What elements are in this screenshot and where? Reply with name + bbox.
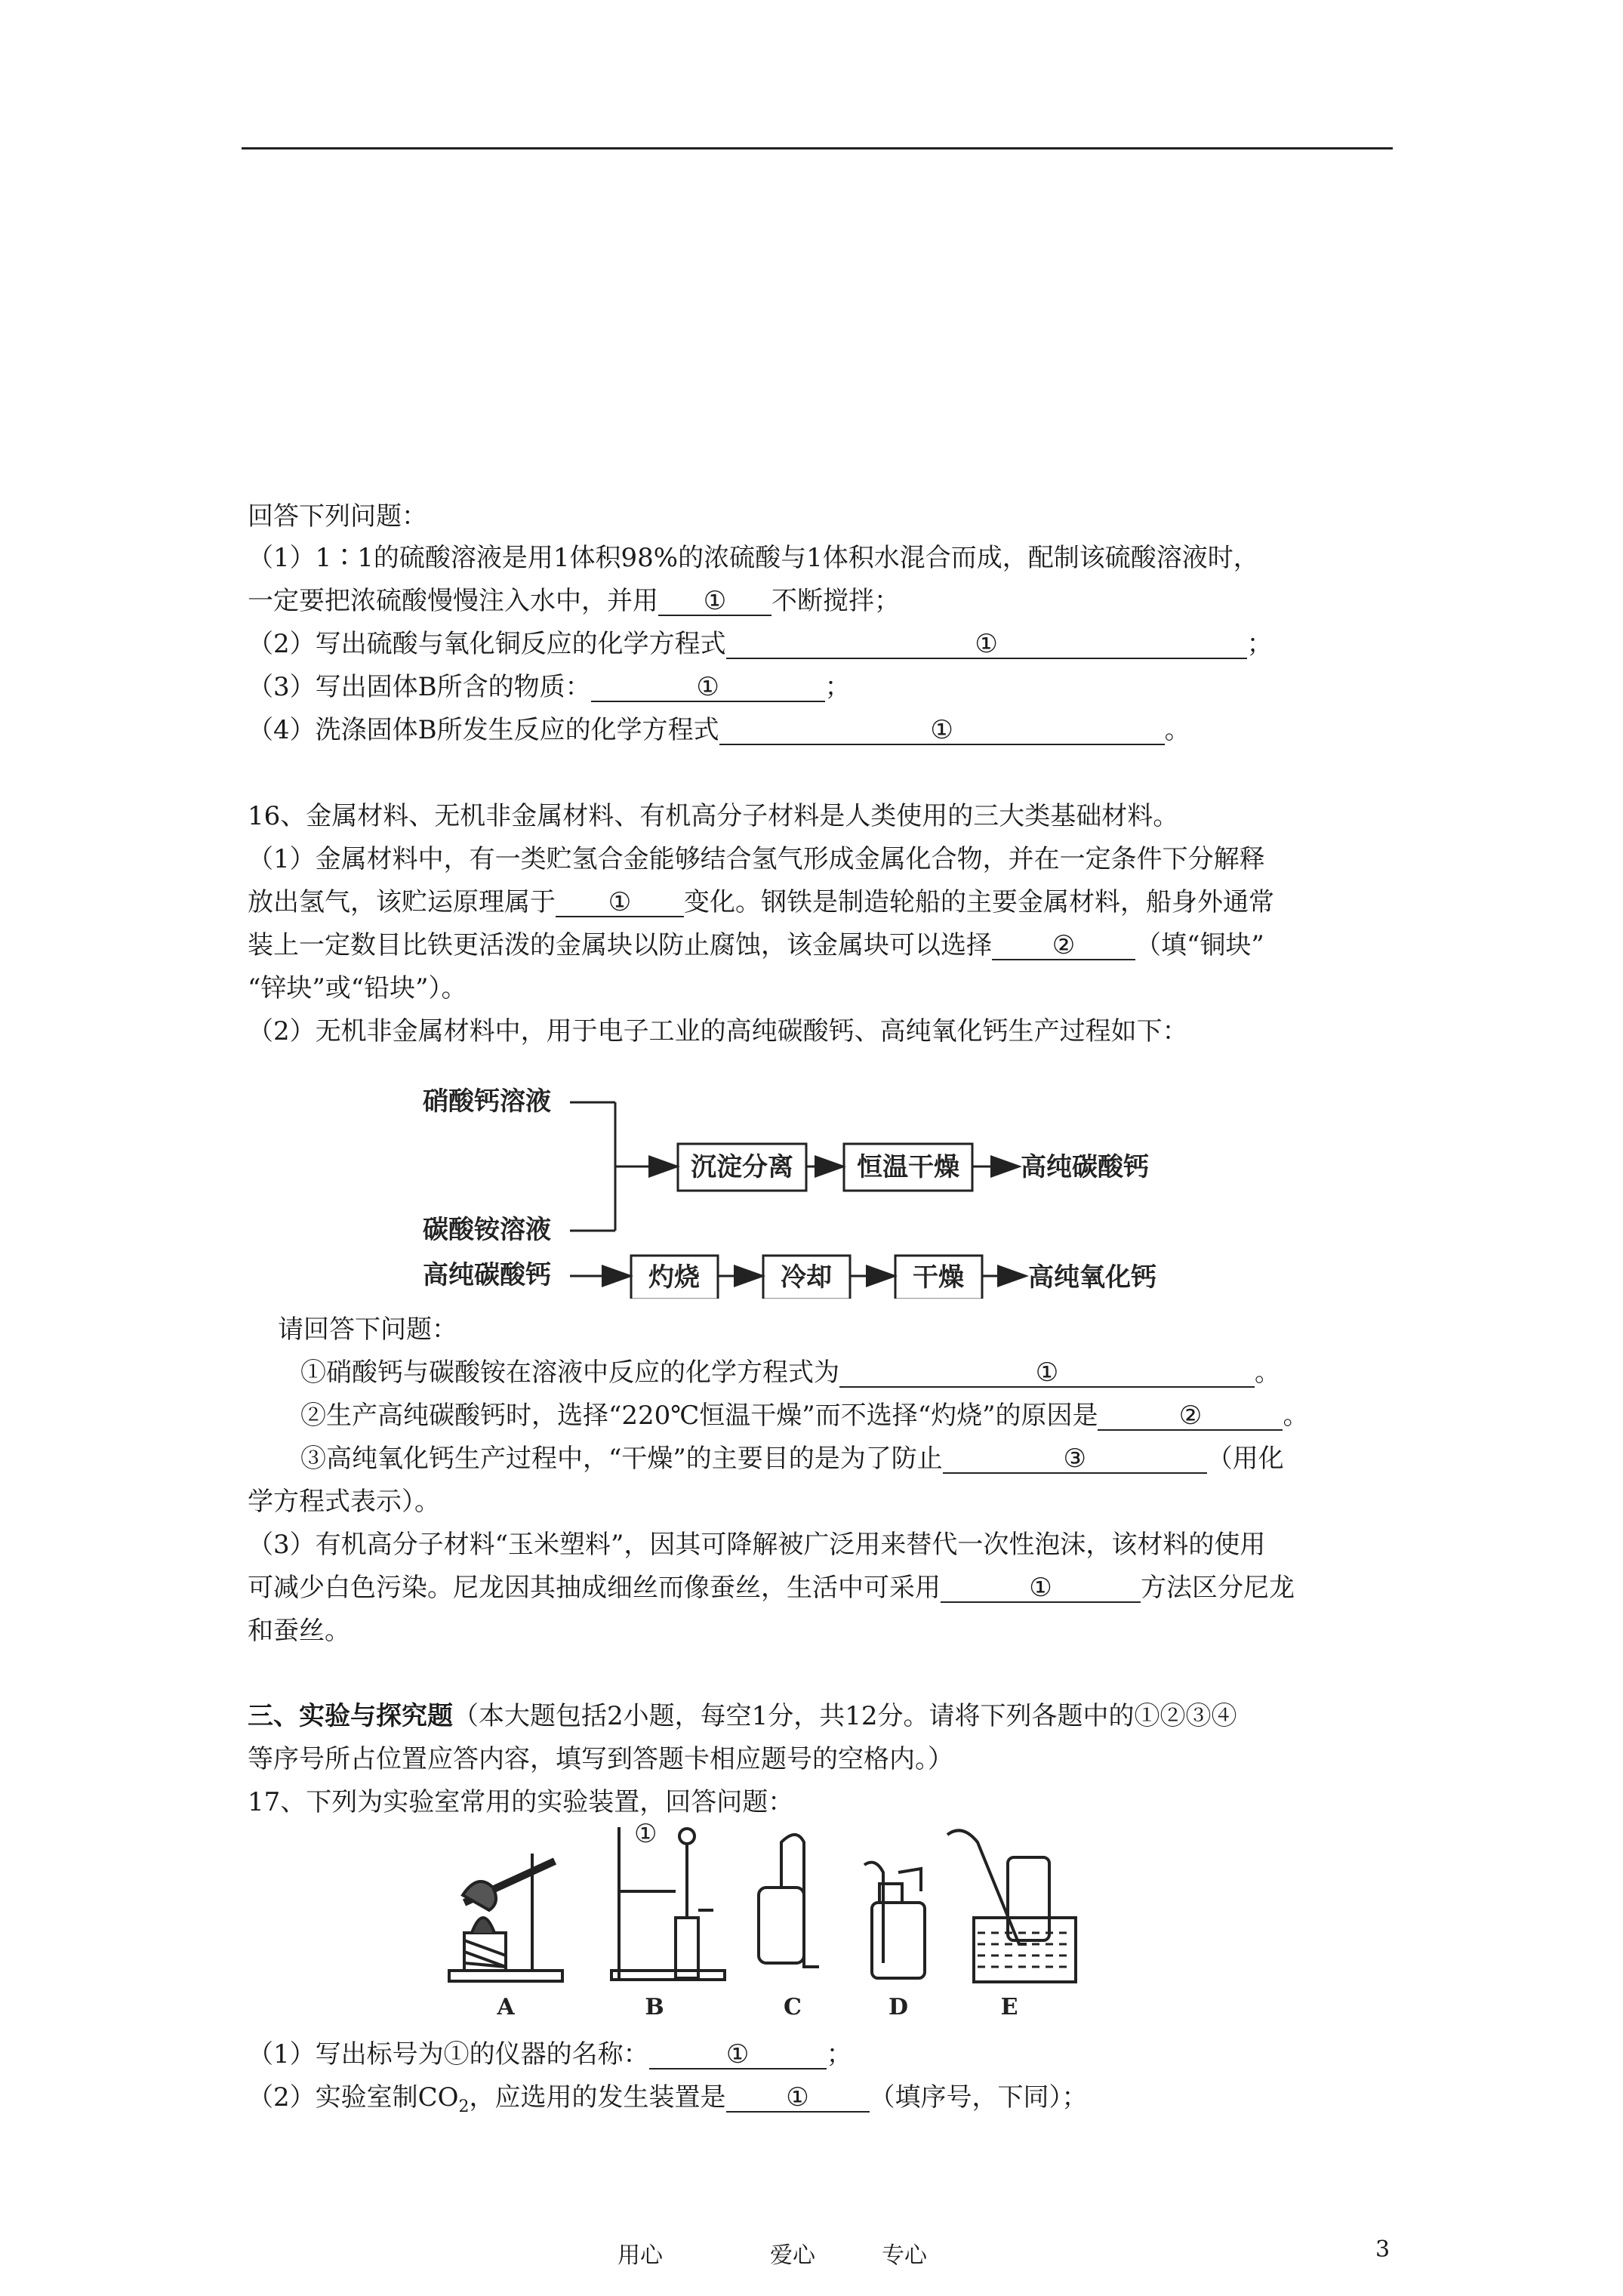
page-number: 3 xyxy=(1375,2236,1390,2263)
flow-input-ammonium-carbonate: 碳酸铵溶液 xyxy=(423,1215,551,1245)
q15-part1-line2: 一定要把浓硫酸慢慢注入水中，并用 ① 不断搅拌； xyxy=(248,586,900,616)
svg-text:干燥: 干燥 xyxy=(913,1262,964,1293)
apparatus-label-d: D xyxy=(888,1994,909,2020)
answer-blank: ③ xyxy=(943,1445,1207,1474)
q16-sub1: ①硝酸钙与碳酸铵在溶液中反应的化学方程式为 ① 。 xyxy=(300,1358,1280,1388)
lab-apparatus-figure xyxy=(434,1820,1098,2023)
answer-blank: ② xyxy=(1098,1402,1283,1431)
answer-blank: ① xyxy=(658,587,771,616)
q15-part4: （4）洗涤固体B所发生反应的化学方程式 ① 。 xyxy=(248,715,1190,745)
q16-part1-line1: （1）金属材料中，有一类贮氢合金能够结合氢气形成金属化合物，并在一定条件下分解释 xyxy=(248,844,1265,874)
footer-motto-2: 爱心 xyxy=(770,2242,815,2269)
flow-output-calcium-oxide: 高纯氧化钙 xyxy=(1028,1262,1156,1293)
svg-text:恒温干燥: 恒温干燥 xyxy=(857,1152,959,1182)
q16-part1-line4: “锌块”或“铅块”）。 xyxy=(248,973,467,1003)
q16-sub3: ③高纯氧化钙生产过程中，“干燥”的主要目的是为了防止 ③ （用化 xyxy=(300,1444,1284,1474)
apparatus-label-c: C xyxy=(784,1994,802,2020)
q16-part3-line2: 可减少白色污染。尼龙因其抽成细丝而像蚕丝，生活中可采用 ① 方法区分尼龙 xyxy=(248,1573,1295,1603)
q16-sub2: ②生产高纯碳酸钙时，选择“220℃恒温干燥”而不选择“灼烧”的原因是 ② 。 xyxy=(300,1401,1309,1431)
apparatus-label-e: E xyxy=(1000,1994,1018,2020)
q16-sub-intro: 请回答下问题： xyxy=(278,1314,457,1345)
answer-blank: ① xyxy=(719,717,1165,745)
section3-heading: 三、实验与探究题（本大题包括2小题，每空1分，共12分。请将下列各题中的①②③④ xyxy=(248,1701,1237,1731)
footer-motto-3: 专心 xyxy=(882,2242,927,2269)
answer-blank: ② xyxy=(992,932,1135,960)
section3-desc-line2: 等序号所占位置应答内容，填写到答题卡相应题号的空格内。） xyxy=(248,1744,953,1774)
q16-part1-line3: 装上一定数目比铁更活泼的金属块以防止腐蚀，该金属块可以选择 ② （填“铜块” xyxy=(248,930,1264,960)
q17-part1: （1）写出标号为①的仪器的名称： ① ； xyxy=(248,2039,852,2069)
q15-part3: （3）写出固体B所含的物质： ① ； xyxy=(248,672,851,702)
q17-title: 17、下列为实验室常用的实验装置，回答问题： xyxy=(248,1787,794,1817)
flow-output-calcium-carbonate: 高纯碳酸钙 xyxy=(1021,1152,1149,1182)
svg-text:沉淀分离: 沉淀分离 xyxy=(691,1152,793,1182)
apparatus-label-a: A xyxy=(497,1994,515,2020)
answer-blank: ① xyxy=(839,1359,1255,1388)
q16-part2-line1: （2）无机非金属材料中，用于电子工业的高纯碳酸钙、高纯氧化钙生产过程如下： xyxy=(248,1016,1188,1046)
apparatus-marker-circled-1: ① xyxy=(634,1820,658,1849)
q15-intro: 回答下列问题： xyxy=(248,501,427,532)
q15-part2: （2）写出硫酸与氧化铜反应的化学方程式 ① ； xyxy=(248,629,1273,659)
q16-part3-line1: （3）有机高分子材料“玉米塑料”，因其可降解被广泛用来替代一次性泡沫，该材料的使用 xyxy=(248,1530,1266,1560)
footer-motto-1: 用心 xyxy=(617,2242,663,2269)
q16-sub3-line2: 学方程式表示）。 xyxy=(248,1487,440,1517)
flow-input-calcium-nitrate: 硝酸钙溶液 xyxy=(423,1086,551,1117)
q16-part1-line2: 放出氢气，该贮运原理属于 ① 变化。钢铁是制造轮船的主要金属材料，船身外通常 xyxy=(248,887,1274,917)
svg-text:灼烧: 灼烧 xyxy=(648,1262,700,1293)
apparatus-a-base xyxy=(449,1971,562,1981)
q16-title: 16、金属材料、无机非金属材料、有机高分子材料是人类使用的三大类基础材料。 xyxy=(248,801,1179,831)
answer-blank: ① xyxy=(591,673,825,702)
q15-part1-line1: （1）1∶1的硫酸溶液是用1体积98%的浓硫酸与1体积水混合而成，配制该硫酸溶液时， xyxy=(248,543,1259,573)
answer-blank: ① xyxy=(941,1574,1141,1603)
q17-part2: （2）实验室制$CO_2$，应选用的发生装置是 ① （填序号，下同）； xyxy=(248,2082,1088,2116)
answer-blank: ① xyxy=(556,889,684,917)
header-rule xyxy=(242,147,1393,149)
apparatus-label-b: B xyxy=(645,1994,664,2020)
svg-text:冷却: 冷却 xyxy=(781,1262,832,1293)
production-flow-diagram xyxy=(408,1072,1208,1299)
answer-blank: ① xyxy=(649,2041,827,2069)
flow-start-calcium-carbonate: 高纯碳酸钙 xyxy=(423,1260,551,1290)
q16-part3-line3: 和蚕丝。 xyxy=(248,1616,350,1646)
answer-blank: ① xyxy=(726,2084,870,2113)
answer-blank: ① xyxy=(726,630,1247,659)
